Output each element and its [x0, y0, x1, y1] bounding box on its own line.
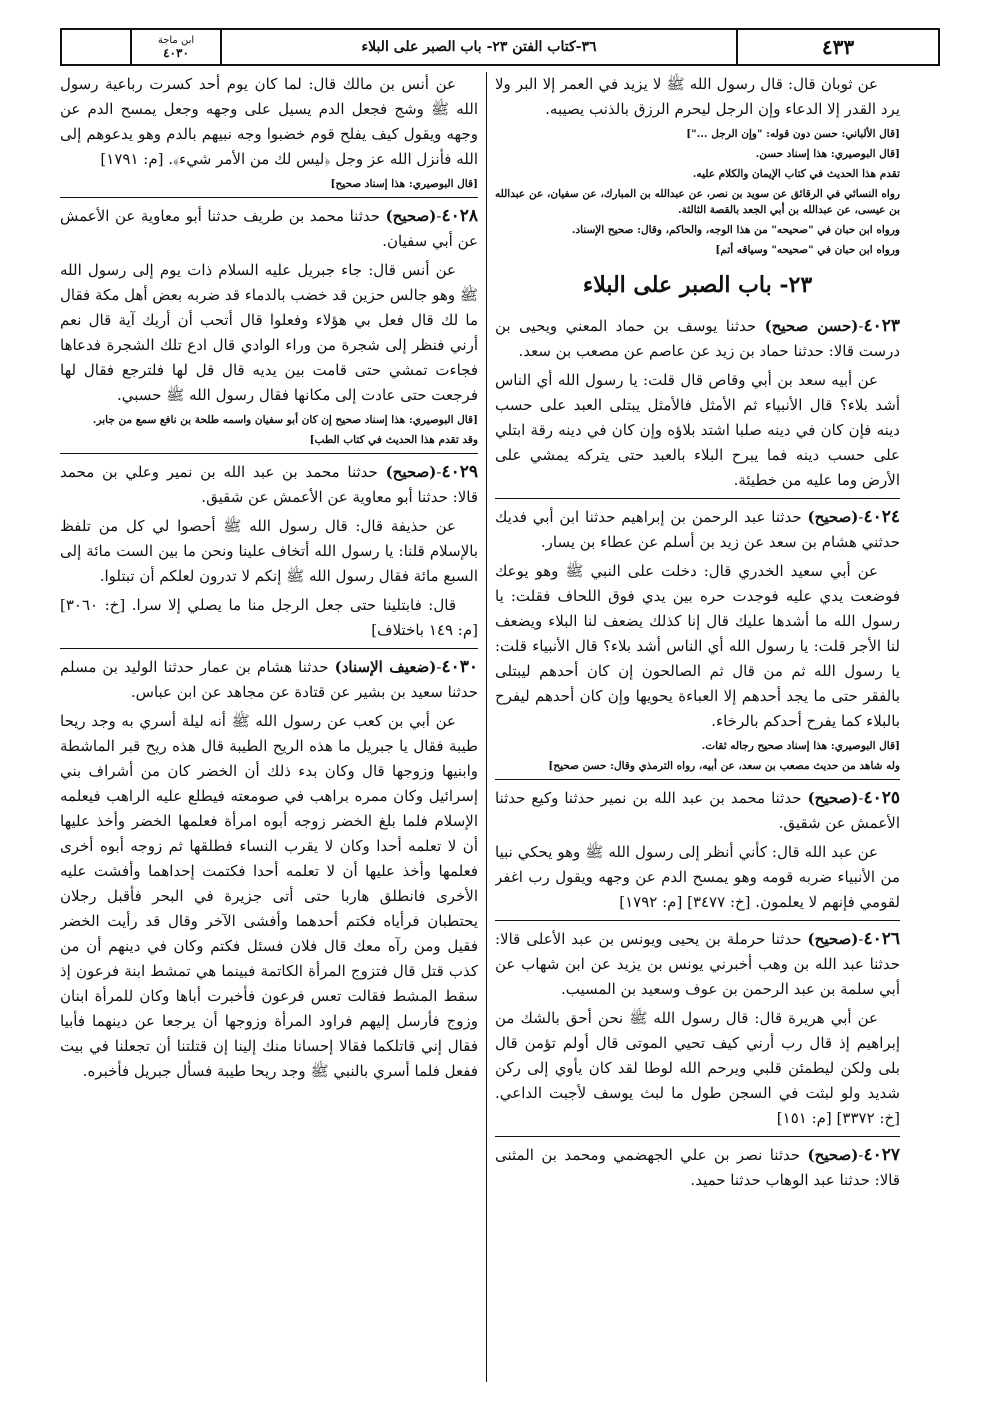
isnad-text: حدثنا يوسف بن حماد المعني ويحيى بن درست قالا: حدثنا حماد بن زيد عن عاصم عن مصعب بن سعد.: [495, 317, 900, 360]
hadith-isnad: [495, 786, 900, 836]
hadith-isnad: [495, 927, 900, 1002]
column-divider: [486, 72, 487, 1382]
hadith-grade: (صحيح): [385, 463, 437, 481]
hadith-grade: (صحيح): [807, 508, 859, 526]
hadith-grade: (صحيح): [385, 207, 437, 225]
hadith-number: ٤٠٣٠: [441, 657, 478, 677]
hadith-text: قال: فابتلينا حتى جعل الرجل منا ما يصلي إلا سرا. [خ: ٣٠٦٠] [م: ١٤٩ باختلاف]: [60, 596, 478, 639]
hadith-number: ٤٠٢٩: [441, 462, 478, 482]
hadith-grade: (ضعيف الإسناد): [334, 658, 437, 676]
number-dash: -: [858, 1146, 864, 1164]
hadith-text: عن عبد الله قال: كأني أنظر إلى رسول الله ﷺ وهو يحكي نبيا من الأنبياء ضربه قومه وهو يمسح الدم عن وجهه ويقول رب اغفر لقومي فإنهم لا يعلمون. [خ: ٣٤٧٧] [م: ١٧٩٢]: [495, 843, 900, 911]
hadith-text: عن أنس بن مالك قال: لما كان يوم أحد كسرت رباعية رسول الله ﷺ وشج فجعل الدم يسيل على وجهه وجعل يمسح الدم عن وجهه ويقول كيف يفلح قوم خضبوا وجه نبيهم بالدم وهو يدعوهم إلى الله فأنزل الله عز وجل ﴿ليس لك من الأمر شيء﴾. [م: ١٧٩١]: [60, 75, 478, 168]
hadith-reference-box: [130, 30, 220, 64]
reference-number: ٤٠٣٠: [163, 46, 189, 60]
hadith-number: ٤٠٢٥: [863, 788, 900, 808]
hadith-isnad: [495, 505, 900, 555]
section-separator: [495, 1136, 900, 1137]
footnote: وقد تقدم هذا الحديث في كتاب الطب]: [309, 434, 478, 446]
footnote: [قال البوصيري: هذا إسناد صحيح إن كان أبو سفيان واسمه طلحة بن نافع سمع من جابر.: [92, 414, 478, 426]
isnad-text: حدثنا محمد بن عبد الله بن نمير حدثنا وكيع حدثنا الأعمش عن شقيق.: [495, 789, 900, 832]
hadith-number: ٤٠٢٣: [863, 316, 900, 336]
section-separator: [60, 453, 478, 454]
footnote: ورواه ابن حبان في "صحيحه" من هذا الوجه، والحاكم، وقال: صحيح الإسناد.: [571, 224, 900, 236]
page-header: [60, 28, 940, 66]
hadith-grade: (صحيح): [807, 789, 859, 807]
isnad-text: حدثنا نصر بن علي الجهضمي ومحمد بن المثنى قالا: حدثنا عبد الوهاب حدثنا حميد.: [495, 1146, 900, 1189]
hadith-number: ٤٠٢٤: [863, 507, 900, 527]
header-empty-cell: [62, 30, 130, 64]
number-dash: -: [858, 930, 864, 948]
chapter-heading: ٢٣- باب الصبر على البلاء: [582, 272, 813, 298]
footnote: [قال البوصيري: هذا إسناد صحيح رجاله ثقات.: [701, 740, 900, 752]
hadith-grade: (حسن صحيح): [764, 317, 859, 335]
hadith-text: عن حذيفة قال: قال رسول الله ﷺ أحصوا لي كل من تلفظ بالإسلام قلنا: يا رسول الله أتخاف علينا ونحن ما بين الست مائة إلى السبع مائة فقال رسول الله ﷺ إنكم لا تدرون لعلكم أن تبتلوا.: [60, 517, 478, 585]
number-dash: -: [436, 207, 442, 225]
hadith-text: عن ثوبان قال: قال رسول الله ﷺ لا يزيد في العمر إلا البر ولا يرد القدر إلا الدعاء وإن الرجل ليحرم الرزق بالذنب يصيبه.: [495, 75, 900, 118]
number-dash: -: [436, 658, 442, 676]
section-separator: [495, 920, 900, 921]
isnad-text: حدثنا محمد بن طريف حدثنا أبو معاوية عن الأعمش عن أبي سفيان.: [60, 207, 478, 250]
isnad-text: حدثنا هشام بن عمار حدثنا الوليد بن مسلم حدثنا سعيد بن بشير عن قتادة عن مجاهد عن ابن عباس.: [60, 658, 478, 701]
section-separator: [60, 648, 478, 649]
footnote: [قال الألباني: حسن دون قوله: "وإن الرجل ..."]: [686, 128, 900, 140]
isnad-text: حدثنا حرملة بن يحيى ويونس بن عبد الأعلى قالا: حدثنا عبد الله بن وهب أخبرني يونس بن يزيد عن ابن شهاب عن أبي سلمة بن عبد الرحمن بن عوف وسعيد بن المسيب.: [495, 930, 900, 998]
left-column: [60, 72, 478, 1392]
page-number: ٤٣٣: [736, 30, 938, 64]
hadith-isnad: [60, 204, 478, 254]
hadith-number: ٤٠٢٦: [863, 929, 900, 949]
reference-label: ابن ماجة: [157, 35, 195, 46]
running-title: ٣٦-كتاب الفتن ٢٣- باب الصبر على البلاء: [220, 30, 736, 64]
hadith-isnad: [495, 1143, 900, 1193]
hadith-number: ٤٠٢٨: [441, 206, 478, 226]
hadith-number: ٤٠٢٧: [863, 1145, 900, 1165]
isnad-text: حدثنا محمد بن عبد الله بن نمير وعلي بن محمد قالا: حدثنا أبو معاوية عن الأعمش عن شقيق.: [60, 463, 478, 506]
footnote: [قال البوصيري: هذا إسناد حسن.: [755, 148, 900, 160]
number-dash: -: [436, 463, 442, 481]
hadith-text: عن أنس قال: جاء جبريل عليه السلام ذات يوم إلى رسول الله ﷺ وهو جالس حزين قد خضب بالدماء قد ضربه بعض أهل مكة فقال ما لك قال فعل بي هؤلاء وفعلوا قال أتحب أن أريك آية قال نعم أرني فنظر إلى شجرة من وراء الوادي قال ادع تلك الشجرة فدعاها فجاءت تمشي حتى قامت بين يديه قال قل لها فلترجع فقال لها فرجعت حتى عادت إلى مكانها فقال رسول الله ﷺ حسبي.: [60, 261, 478, 404]
hadith-grade: (صحيح): [807, 930, 859, 948]
footnote: [قال البوصيري: هذا إسناد صحيح]: [330, 178, 478, 190]
footnote: وله شاهد من حديث مصعب بن سعد، عن أبيه، رواه الترمذي وقال: حسن صحيح]: [548, 760, 900, 772]
hadith-isnad: [60, 655, 478, 705]
section-separator: [495, 779, 900, 780]
hadith-grade: (صحيح): [807, 1146, 859, 1164]
footnote: رواه النسائي في الرقائق عن سويد بن نصر، عن عبدالله بن المبارك، عن سفيان، عن عبدالله بن عيسى، عن عبدالله بن أبي الجعد بالقصة الثالثة.: [495, 188, 900, 216]
hadith-isnad: [60, 460, 478, 510]
number-dash: -: [858, 789, 864, 807]
hadith-text: عن أبي سعيد الخدري قال: دخلت على النبي ﷺ وهو يوعك فوضعت يدي عليه فوجدت حره بين يدي فوق اللحاف فقلت: يا رسول الله ما أشدها عليك قال إنا كذلك يضعف لنا البلاء ويضعف لنا الأجر قلت: يا رسول الله أي الناس أشد بلاء؟ قال الأنبياء قلت: يا رسول الله ثم من قال ثم الصالحون إن كان أحدهم ليبتلى بالفقر حتى ما يجد أحدهم إلا العباءة يحويها وإن كان أحدهم ليفرح بالبلاء كما يفرح أحدكم بالرخاء.: [495, 562, 900, 730]
hadith-text: عن أبي هريرة قال: قال رسول الله ﷺ نحن أحق بالشك من إبراهيم إذ قال رب أرني كيف تحيي الموتى قال أولم تؤمن قال بلى ولكن ليطمئن قلبي ويرحم الله لوطا لقد كان يأوي إلى ركن شديد ولو لبثت في السجن طول ما لبث يوسف لأجبت الداعي. [خ: ٣٣٧٢] [م: ١٥١]: [495, 1009, 900, 1127]
footnote: ورواه ابن حبان في "صحيحه" وسياقه أتم]: [715, 244, 900, 256]
right-column: [495, 72, 900, 1392]
section-separator: [60, 197, 478, 198]
hadith-text: عن أبي بن كعب عن رسول الله ﷺ أنه ليلة أسري به وجد ريحا طيبة فقال يا جبريل ما هذه الريح الطيبة قال هذه ريح قبر الماشطة وابنيها وزوجها قال وكان بدء ذلك أن الخضر كان من أشراف بني إسرائيل وكان ممره براهب في صومعته فيطلع عليه الراهب فيعلمه الإسلام فلما بلغ الخضر زوجه أبوه امرأة فعلمها الخضر وأخذ عليها أن لا تعلمه أحدا وكان لا يقرب النساء فطلقها ثم زوجه أبوه أخرى فعلمها وأخذ عليها أن لا تعلمه أحدا فكتمت إحداهما وأفشت عليه الأخرى فانطلق هاربا حتى أتى جزيرة في البحر فأقبل رجلان يحتطبان فرأياه فكتم أحدهما وأفشى الآخر وقال قد رأيت الخضر فقيل ومن رآه معك قال فلان فسئل فكتم وكان في دينهم أن من كذب قتل قال فتزوج المرأة الكاتمة فبينما هي تمشط ابنة فرعون إذ سقط المشط فقالت تعس فرعون فأخبرت أباها وكان للمرأة ابنان وزوج فأرسل إليهم فراود المرأة وزوجها أن يرجعا عن دينهما فأبيا فقال إني قاتلكما فقالا إحسانا منك إلينا إن قتلتنا أن تجعلنا في بيت ففعل فلما أسري بالنبي ﷺ وجد ريحا طيبة فسأل جبريل فأخبره.: [60, 712, 478, 1080]
hadith-isnad: [495, 314, 900, 364]
hadith-text: عن أبيه سعد بن أبي وقاص قال قلت: يا رسول الله أي الناس أشد بلاء؟ قال الأنبياء ثم الأمثل فالأمثل يبتلى العبد على حسب دينه فإن كان في دينه صلبا اشتد بلاؤه وإن كان في دينه رقة ابتلي على حسب دينه فما يبرح البلاء بالعبد حتى يتركه يمشي على الأرض وما عليه من خطيئة.: [495, 371, 900, 489]
isnad-text: حدثنا عبد الرحمن بن إبراهيم حدثنا ابن أبي فديك حدثني هشام بن سعد عن زيد بن أسلم عن عطاء بن يسار.: [495, 508, 900, 551]
section-separator: [495, 498, 900, 499]
number-dash: -: [858, 508, 864, 526]
footnote: تقدم هذا الحديث في كتاب الإيمان والكلام عليه.: [692, 168, 900, 180]
number-dash: -: [858, 317, 864, 335]
